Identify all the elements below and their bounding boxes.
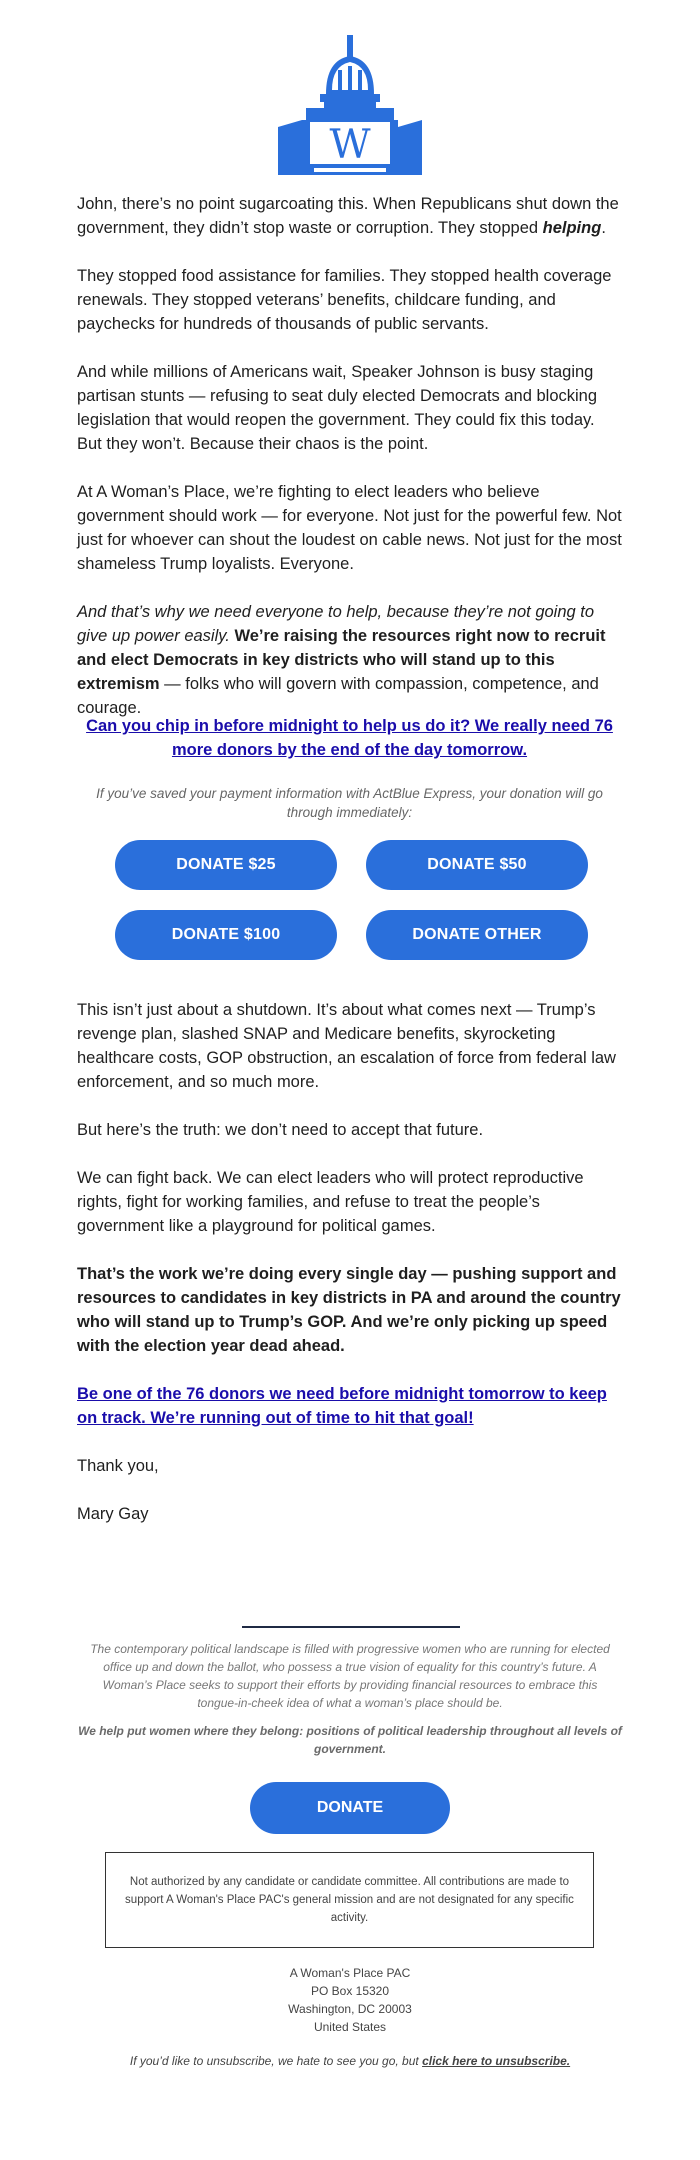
donate-other-button[interactable]: DONATE OTHER: [366, 910, 588, 960]
actblue-note: If you’ve saved your payment information with ActBlue Express, your donation will go through immediately:: [96, 786, 603, 820]
paragraph-ask: And that’s why we need everyone to help, because they’re not going to give up power easily. We’re raising the resources right now to recruit and elect Democrats in key districts who will stand up to this extremism — folks who will govern with compassion, competence, and courage.: [77, 603, 606, 717]
paragraph-mission: At A Woman’s Place, we’re fighting to elect leaders who believe government should work — for everyone. Not just for the powerful few. Not just for whoever can shout the loudest on cable news. Not just for the most shameless Trump loyalists. Everyone.: [77, 483, 622, 573]
donate-100-button[interactable]: DONATE $100: [115, 910, 337, 960]
address-line: Washington, DC 20003: [288, 2002, 412, 2016]
cta-76-donors: [77, 1382, 622, 1430]
donate-50-button[interactable]: DONATE $50: [366, 840, 588, 890]
signature-name: Mary Gay: [77, 1505, 149, 1523]
donors-link[interactable]: Be one of the 76 donors we need before midnight tomorrow to keep on track. We’re running out of time to hit that goal!: [77, 1385, 607, 1427]
footer-divider: [242, 1626, 460, 1628]
mailing-address: [0, 1964, 700, 2036]
address-line: United States: [313, 2020, 387, 2034]
legal-disclaimer-box: [105, 1852, 594, 1948]
address-line: PO Box 15320: [310, 1984, 390, 1998]
footer-donate-button[interactable]: DONATE: [250, 1782, 450, 1834]
unsubscribe-link[interactable]: click here to unsubscribe.: [422, 2054, 571, 2068]
paragraph-the-work: That’s the work we’re doing every single day — pushing support and resources to candidates in key districts in PA and around the country who will stand up to Trump’s GOP. And we’re only picking up speed with the election year dead ahead.: [77, 1265, 621, 1355]
donate-25-button[interactable]: DONATE $25: [115, 840, 337, 890]
chip-in-link[interactable]: Can you chip in before midnight to help us do it? We really need 76 more donors by the end of the day tomorrow.: [86, 717, 613, 759]
paragraph-stopped: They stopped food assistance for families. They stopped health coverage renewals. They stopped veterans’ benefits, childcare funding, and paychecks for hundreds of thousands of public servants.: [77, 267, 612, 333]
emphasis-helping: helping: [542, 219, 602, 237]
paragraph-intro: John, there’s no point sugarcoating this. When Republicans shut down the government, they didn’t stop waste or corruption. They stopped helping.: [77, 195, 619, 237]
paragraph-johnson: And while millions of Americans wait, Speaker Johnson is busy staging partisan stunts — refusing to seat duly elected Democrats and blocking legislation that would reopen the government. They could fix this today. But they won’t. Because their chaos is the point.: [77, 363, 598, 453]
cta-chip-in: [77, 714, 622, 762]
capitol-dome-icon: [270, 30, 430, 175]
disclaimer-text: Not authorized by any candidate or candidate committee. All contributions are made to support A Woman's Place PAC's general mission and are not designated for any specific activity.: [125, 1876, 574, 1924]
address-line: A Woman's Place PAC: [289, 1966, 411, 1980]
footer-tagline: We help put women where they belong: positions of political leadership throughout all levels of government.: [78, 1724, 622, 1756]
footer-description: The contemporary political landscape is filled with progressive women who are running for elected office up and down the ballot, who possess a true vision of equality for this country’s future. A Woman’s Place seeks to support their efforts by providing financial resources to embrace this tongue-in-cheek idea of what a woman’s place should be.: [90, 1642, 610, 1710]
paragraph-truth: But here’s the truth: we don’t need to accept that future.: [77, 1121, 484, 1139]
header-logo-area: [0, 0, 700, 190]
paragraph-what-comes-next: This isn’t just about a shutdown. It’s about what comes next — Trump’s revenge plan, slashed SNAP and Medicare benefits, skyrocketing healthcare costs, GOP obstruction, an escalation of force from federal law enforcement, and so much more.: [77, 1001, 616, 1091]
paragraph-fight-back: We can fight back. We can elect leaders who will protect reproductive rights, fight for working families, and refuse to treat the people’s government like a playground for political games.: [77, 1169, 584, 1235]
unsubscribe-line: If you’d like to unsubscribe, we hate to see you go, but click here to unsubscribe.: [129, 2054, 571, 2068]
logo-letter: W: [329, 122, 371, 168]
sign-off: Thank you,: [77, 1457, 159, 1475]
